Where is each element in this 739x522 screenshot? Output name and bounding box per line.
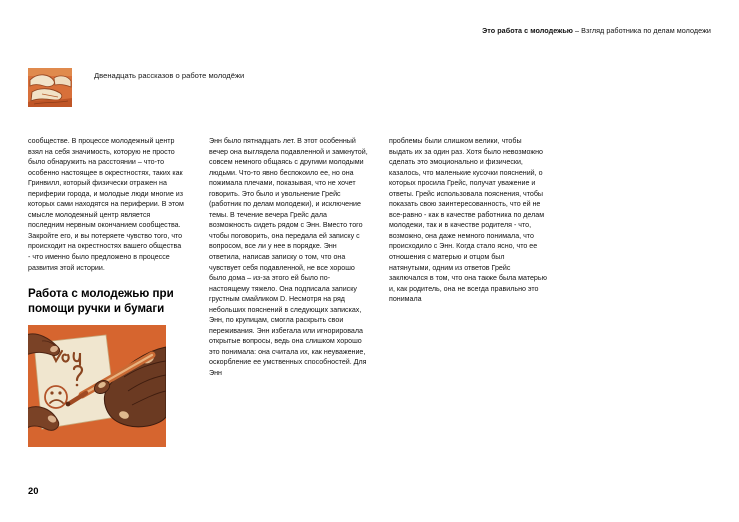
running-header-subtitle: Взгляд работника по делам молодежи [581,26,711,35]
column-1-paragraph: сообществе. В процессе молодежный центр взял на себя значимость, которую не просто было обнаружить на расстоянии – что-то особенно настоящее в окрестностях, таких как Гринвилл, который физически отражен на периферии города, и молодые люди многие из которых сами находятся на периферии. В этом смысле молодежный центр является последним нервным окончанием сообщества. Закройте его, и вы потеряете чувство того, что происходит на окрестностях вашего общества - что именно было предложено в процессе развития этой истории. [28,137,184,272]
column-3-paragraph: проблемы были слишком велики, чтобы выдать их за один раз. Хотя было невозможно сделать это эмоционально и физически, казалось, что маленькие кусочки пояснений, о которых просила Грейс, получат уважение и ответы. Грейс использовала пояснения, чтобы показать свою заинтересованность, что ей не все-равно - как в качестве работника по делам молодежи, так и в качестве родителя - что, возможно, она даже немного понимала, что происходило с Энн. Когда стало ясно, что ее отношения с матерью и отцом был натянутыми, одним из ответов Грейс заключался в том, что она также была матерью и, как родитель, она не всегда правильно это понимала [389,137,547,304]
running-header-title-bold: Это работа с молодежью [482,26,573,35]
section-heading: Работа с молодежью при помощи ручки и бумаги [28,287,174,315]
text-column-2 [209,136,369,379]
series-thumbnail-image [28,68,72,107]
series-caption-block [28,68,244,107]
running-header [482,26,711,35]
column-2-paragraph: Энн было пятнадцать лет. В этот особенный вечер она выглядела подавленной и замкнутой, совсем немного общаясь с другими молодыми людьми. Что-то явно беспокоило ее, но она пожимала плечами, показывая, что не хочет говорить. Это было и увольнение Грейс (работник по делам молодежи), и исключение темы. В течение вечера Грейс дала возможность сидеть рядом с Энн. Вместо того чтобы поговорить, она передала ей записку с вопросом, все ли у нее в порядке. Энн ответила, написав записку о том, что она чувствует себя подавленной, не все хорошо было дома – из-за этого ей было по-настоящему тяжело. Она подписала записку грустным смайликом D. Несмотря на ряд небольших пояснений в следующих записках, Энн, по крупицам, смогла раскрыть свои переживания. Энн избегала или игнорировала открытые вопросы, ведь она слишком хорошо это понимала: она считала их, как неуважение, оскорбление ее умственных способностей. Для Энн [209,137,368,378]
running-header-dash: – [572,26,582,35]
page-number: 20 [28,485,39,496]
text-column-1 [28,136,184,447]
main-illustration-image [28,325,166,447]
text-column-3 [389,136,547,305]
series-caption-text: Двенадцать рассказов о работе молодёжи [94,71,245,80]
